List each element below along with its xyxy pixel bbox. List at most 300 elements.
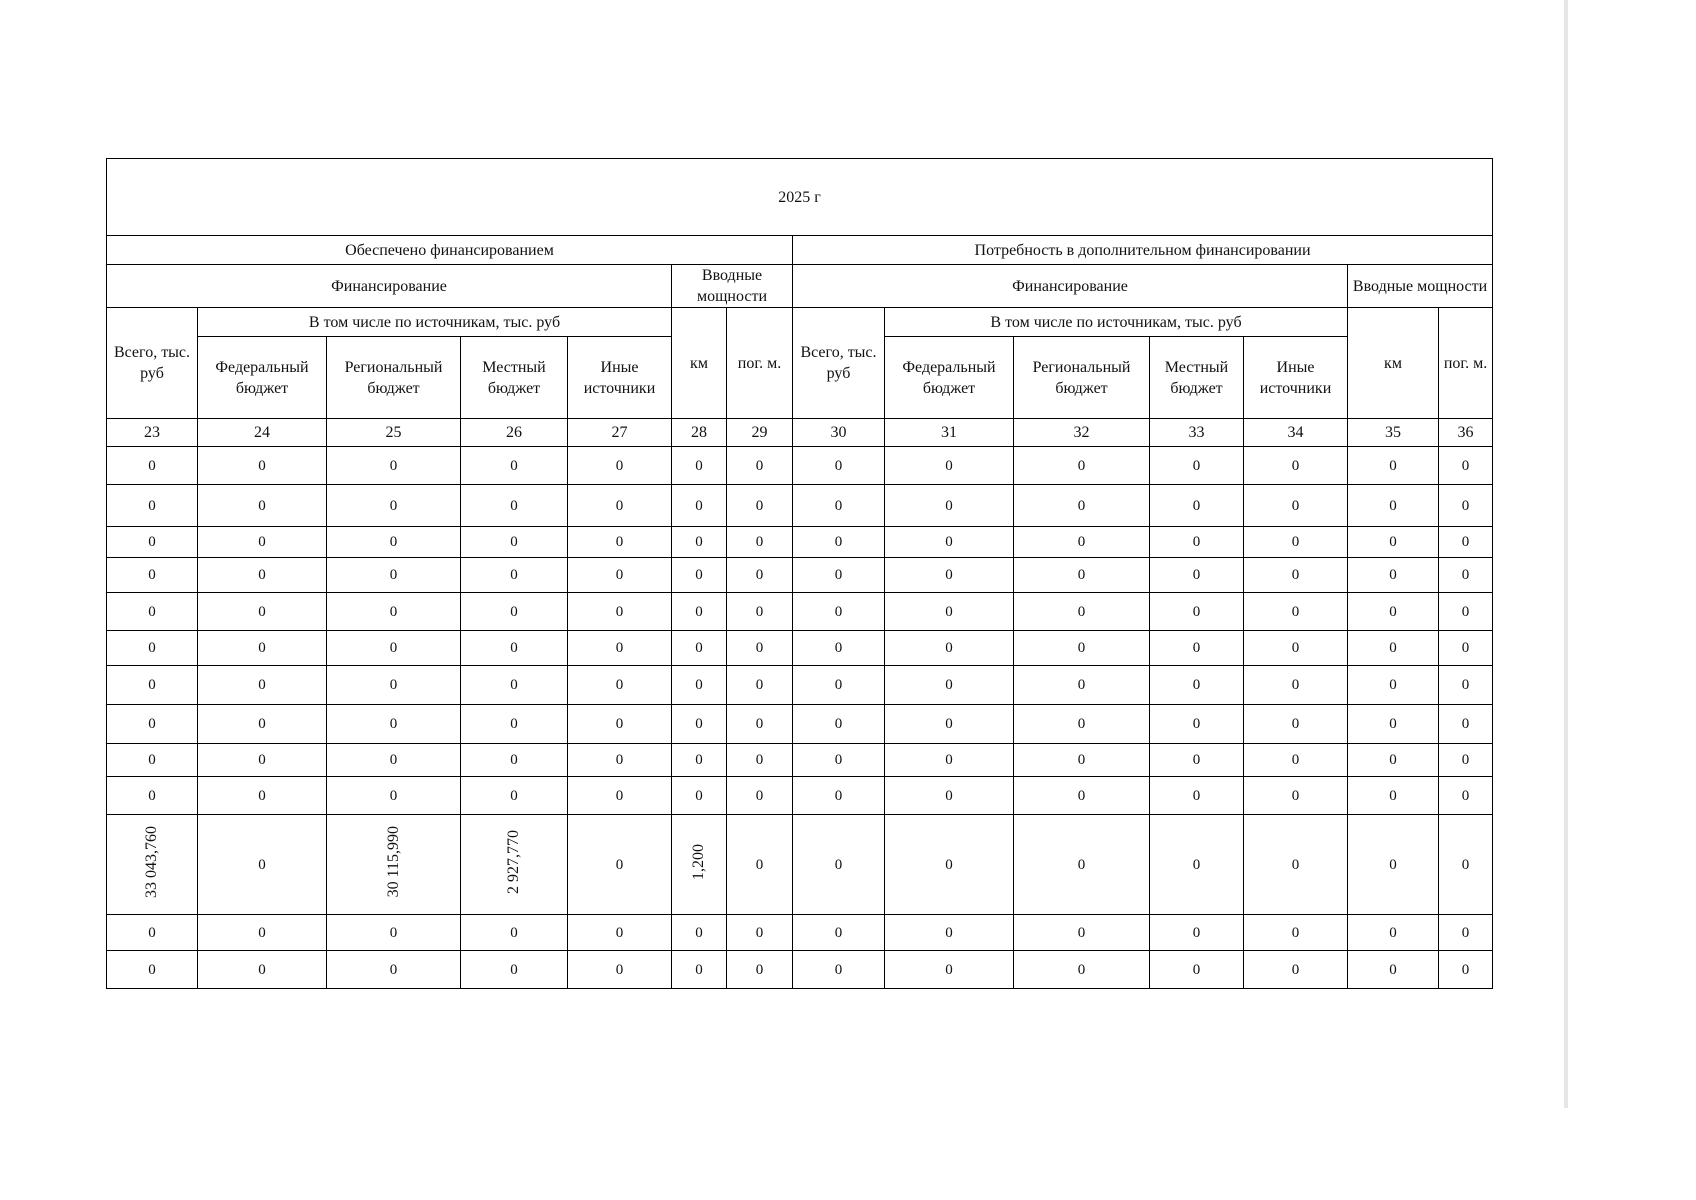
table-cell: [727, 744, 793, 777]
need-sources-header: В том числе по источникам, тыс. руб: [885, 308, 1348, 337]
table-cell: [885, 815, 1014, 915]
table-cell: [1439, 593, 1493, 631]
cell-value: 0: [510, 961, 518, 978]
table-cell: [198, 593, 327, 631]
table-cell: [672, 915, 727, 951]
cell-value: 0: [615, 924, 624, 941]
table-cell: [107, 951, 198, 989]
table-cell: [885, 777, 1014, 815]
table-cell: [1014, 666, 1150, 705]
table-cell: [885, 705, 1014, 744]
table-cell: [672, 744, 727, 777]
table-cell: [1439, 558, 1493, 593]
cell-value: 0: [615, 856, 624, 873]
cell-value: 0: [1077, 752, 1086, 768]
table-cell: [885, 447, 1014, 485]
table-cell: [107, 631, 198, 666]
cell-value: 0: [510, 640, 518, 656]
cell-value: 0: [1291, 640, 1300, 656]
need-total-header: Всего, тыс. руб: [793, 308, 885, 419]
cell-value: 0: [834, 677, 843, 693]
table-cell: [198, 705, 327, 744]
table-cell: [1348, 593, 1439, 631]
table-cell: [1244, 666, 1348, 705]
cell-value: 0: [834, 640, 843, 656]
table-cell: [672, 631, 727, 666]
cell-value: 0: [615, 457, 624, 474]
table-cell: [1439, 777, 1493, 815]
table-cell: [107, 593, 198, 631]
table-cell: [1439, 485, 1493, 527]
table-row: [107, 705, 1493, 744]
cell-value: 0: [695, 924, 703, 941]
cell-value: 0: [1389, 677, 1397, 693]
cell-value: 0: [1389, 787, 1397, 804]
cell-value: 0: [615, 961, 624, 978]
table-cell: [1244, 777, 1348, 815]
cell-value: 0: [510, 567, 518, 583]
cell-value: 33 043,760: [143, 825, 160, 898]
cell-value: 0: [1192, 924, 1201, 941]
cell-value: 0: [389, 457, 398, 474]
cell-value: 0: [695, 567, 703, 583]
need-km-header: км: [1348, 308, 1439, 419]
table-cell: [672, 705, 727, 744]
cell-value: 0: [615, 787, 624, 804]
table-cell: [461, 951, 568, 989]
table-cell: [793, 744, 885, 777]
cell-value: 0: [389, 640, 398, 656]
cell-value: 0: [1461, 924, 1470, 941]
table-cell: [793, 666, 885, 705]
cell-value: 0: [1077, 924, 1086, 941]
table-cell: [1439, 744, 1493, 777]
cell-value: 0: [945, 567, 953, 583]
cell-value: 0: [1192, 534, 1201, 550]
cell-value: 0: [1291, 961, 1300, 978]
cell-value: 0: [695, 787, 703, 804]
table-cell: [1244, 951, 1348, 989]
cell-value: 0: [1389, 640, 1397, 656]
cell-value: 0: [1389, 716, 1397, 732]
need-other-header: Иные источники: [1244, 337, 1348, 419]
table-cell: [107, 705, 198, 744]
table-cell: [1150, 558, 1244, 593]
table-cell: [1244, 485, 1348, 527]
table-cell: [1244, 705, 1348, 744]
table-cell: [1150, 705, 1244, 744]
cell-value: 0: [834, 534, 843, 550]
cell-value: 0: [1077, 603, 1086, 620]
table-cell: [1348, 666, 1439, 705]
table-cell: [1244, 593, 1348, 631]
table-cell: [1150, 666, 1244, 705]
cell-value: 0: [1291, 787, 1300, 804]
cell-value: 0: [755, 856, 764, 873]
cell-value: 0: [615, 716, 624, 732]
cell-value: 0: [1461, 497, 1470, 514]
table-cell: [1348, 915, 1439, 951]
table-cell: [1244, 915, 1348, 951]
cell-value: 0: [148, 752, 156, 768]
table-cell: [107, 447, 198, 485]
table-cell: [1439, 705, 1493, 744]
cell-value: 30 115,990: [384, 825, 402, 898]
table-cell: [793, 558, 885, 593]
table-cell: [1439, 666, 1493, 705]
table-cell: [198, 777, 327, 815]
table-cell: [672, 447, 727, 485]
table-cell: [198, 666, 327, 705]
cell-value: 0: [1389, 856, 1397, 873]
cell-value: 0: [510, 677, 518, 693]
cell-value: 0: [148, 497, 156, 514]
table-cell: [568, 705, 672, 744]
table-cell: [727, 527, 793, 558]
cell-value: 0: [1389, 603, 1397, 620]
cell-value: 0: [389, 534, 398, 550]
table-cell: [568, 951, 672, 989]
cell-value: 0: [615, 534, 624, 550]
table-cell: [793, 593, 885, 631]
table-cell: [1244, 631, 1348, 666]
cell-value: 0: [1461, 640, 1470, 656]
table-row: [107, 485, 1493, 527]
cell-value: 0: [148, 534, 156, 550]
financing-table: [106, 158, 1493, 989]
table-cell: [885, 485, 1014, 527]
cell-value: 0: [1461, 567, 1470, 583]
table-cell: [1244, 744, 1348, 777]
table-cell: [568, 744, 672, 777]
cell-value: 0: [1389, 534, 1397, 550]
table-cell: [885, 666, 1014, 705]
cell-value: 0: [389, 603, 398, 620]
cell-value: 0: [1192, 716, 1201, 732]
column-number-cell: 33: [1150, 419, 1244, 447]
cell-value: 0: [389, 787, 398, 804]
table-cell: [461, 915, 568, 951]
table-cell: [568, 558, 672, 593]
table-cell: [1244, 815, 1348, 915]
table-cell: [461, 705, 568, 744]
table-cell: [1150, 593, 1244, 631]
table-cell: [1244, 447, 1348, 485]
table-cell: [461, 777, 568, 815]
secured-total-header: Всего, тыс. руб: [107, 308, 198, 419]
column-number-cell: 34: [1244, 419, 1348, 447]
secured-other-header: Иные источники: [568, 337, 672, 419]
need-capacity-header: Вводные мощности: [1348, 265, 1493, 308]
table-cell: [1348, 558, 1439, 593]
table-cell: [1150, 815, 1244, 915]
cell-value: 0: [258, 677, 266, 693]
table-cell: [1348, 744, 1439, 777]
cell-value: 0: [945, 924, 953, 941]
table-cell: [1014, 744, 1150, 777]
cell-value: 0: [945, 856, 953, 873]
table-cell: [327, 485, 461, 527]
table-cell: [327, 631, 461, 666]
cell-value: 0: [834, 961, 843, 978]
cell-value: 0: [945, 457, 953, 474]
table-cell: [727, 666, 793, 705]
cell-value: 0: [615, 640, 624, 656]
cell-value: 0: [615, 497, 624, 514]
cell-value: 0: [834, 787, 843, 804]
table-cell: [1150, 485, 1244, 527]
column-number-cell: 32: [1014, 419, 1150, 447]
cell-value: 0: [510, 603, 518, 620]
table-cell: [672, 666, 727, 705]
table-cell: [793, 447, 885, 485]
cell-value: 0: [695, 961, 703, 978]
cell-value: 0: [148, 924, 156, 941]
table-row: [107, 558, 1493, 593]
cell-value: 0: [695, 716, 703, 732]
table-cell: [568, 593, 672, 631]
cell-value: 0: [1291, 752, 1300, 768]
column-number-cell: 30: [793, 419, 885, 447]
cell-value: 0: [389, 567, 398, 583]
cell-value: 0: [1291, 856, 1300, 873]
cell-value: 0: [755, 640, 764, 656]
secured-km-header: км: [672, 308, 727, 419]
cell-value: 0: [258, 497, 266, 514]
cell-value: 0: [755, 787, 764, 804]
cell-value: 0: [695, 457, 703, 474]
cell-value: 0: [1389, 457, 1397, 474]
cell-value: 0: [945, 603, 953, 620]
cell-value: 0: [510, 716, 518, 732]
cell-value: 0: [695, 677, 703, 693]
table-cell: [885, 593, 1014, 631]
cell-value: 0: [834, 716, 843, 732]
table-cell: [568, 777, 672, 815]
column-number-cell: 28: [672, 419, 727, 447]
cell-value: 0: [615, 752, 624, 768]
cell-value: 0: [755, 457, 764, 474]
cell-value: 0: [1461, 716, 1470, 732]
cell-value: 0: [1192, 856, 1201, 873]
cell-value: 0: [1077, 787, 1086, 804]
table-cell: [672, 815, 727, 915]
table-cell: [1439, 447, 1493, 485]
table-cell: [568, 447, 672, 485]
cell-value: 0: [695, 603, 703, 620]
table-cell: [1014, 951, 1150, 989]
table-cell: [327, 744, 461, 777]
column-number-cell: 29: [727, 419, 793, 447]
cell-value: 0: [695, 640, 703, 656]
column-number-cell: 35: [1348, 419, 1439, 447]
cell-value: 0: [1389, 924, 1397, 941]
table-cell: [568, 527, 672, 558]
table-cell: [568, 915, 672, 951]
cell-value: 0: [510, 787, 518, 804]
table-cell: [672, 558, 727, 593]
cell-value: 0: [389, 677, 398, 693]
cell-value: 0: [258, 603, 266, 620]
cell-value: 0: [615, 677, 624, 693]
cell-value: 0: [1192, 677, 1201, 693]
table-cell: [461, 447, 568, 485]
table-row: [107, 915, 1493, 951]
cell-value: 0: [945, 961, 953, 978]
secured-group-header: Обеспечено финансированием: [107, 236, 793, 265]
cell-value: 0: [510, 497, 518, 514]
table-cell: [198, 527, 327, 558]
cell-value: 0: [834, 603, 843, 620]
cell-value: 0: [1077, 567, 1086, 583]
table-cell: [327, 815, 461, 915]
table-cell: [1014, 485, 1150, 527]
cell-value: 0: [258, 752, 266, 768]
table-cell: [461, 666, 568, 705]
table-cell: [1014, 593, 1150, 631]
table-cell: [1014, 631, 1150, 666]
secured-sources-header: В том числе по источникам, тыс. руб: [198, 308, 672, 337]
table-cell: [727, 951, 793, 989]
cell-value: 1,200: [690, 843, 707, 880]
table-cell: [327, 558, 461, 593]
table-cell: [1348, 527, 1439, 558]
table-cell: [1150, 447, 1244, 485]
table-cell: [107, 527, 198, 558]
cell-value: 0: [945, 640, 953, 656]
cell-value: 0: [258, 567, 266, 583]
table-cell: [1439, 951, 1493, 989]
column-numbers-section: [107, 419, 1493, 447]
table-cell: [568, 666, 672, 705]
table-cell: [461, 485, 568, 527]
cell-value: 0: [1192, 603, 1201, 620]
table-cell: [727, 485, 793, 527]
table-cell: [1244, 558, 1348, 593]
secured-capacity-header: Вводные мощности: [672, 265, 793, 308]
table-cell: [107, 485, 198, 527]
table-cell: [327, 951, 461, 989]
cell-value: 0: [755, 961, 764, 978]
table-cell: [1348, 815, 1439, 915]
cell-value: 0: [1077, 534, 1086, 550]
table-cell: [1150, 915, 1244, 951]
cell-value: 0: [258, 716, 266, 732]
table-cell: [885, 631, 1014, 666]
cell-value: 0: [755, 716, 764, 732]
secured-regional-header: Региональный бюджет: [327, 337, 461, 419]
table-cell: [107, 815, 198, 915]
table-row: [107, 527, 1493, 558]
need-regional-header: Региональный бюджет: [1014, 337, 1150, 419]
table-cell: [568, 485, 672, 527]
cell-value: 0: [148, 603, 156, 620]
table-cell: [885, 527, 1014, 558]
table-cell: [1348, 705, 1439, 744]
cell-value: 0: [755, 603, 764, 620]
cell-value: 0: [1192, 787, 1201, 804]
cell-value: 0: [615, 603, 624, 620]
table-cell: [461, 815, 568, 915]
cell-value: 0: [1077, 497, 1086, 514]
column-number-cell: 36: [1439, 419, 1493, 447]
table-row: [107, 815, 1493, 915]
cell-value: 0: [834, 856, 843, 873]
table-cell: [107, 558, 198, 593]
cell-value: 0: [389, 716, 398, 732]
cell-value: 0: [1291, 457, 1300, 474]
table-cell: [793, 777, 885, 815]
cell-value: 0: [1077, 640, 1086, 656]
table-cell: [327, 705, 461, 744]
table-cell: [672, 485, 727, 527]
table-cell: [107, 915, 198, 951]
cell-value: 0: [258, 534, 266, 550]
table-cell: [461, 527, 568, 558]
table-cell: [1439, 527, 1493, 558]
cell-value: 0: [1461, 457, 1470, 474]
column-number-cell: 27: [568, 419, 672, 447]
cell-value: 0: [1192, 497, 1201, 514]
cell-value: 0: [834, 752, 843, 768]
cell-value: 0: [389, 752, 398, 768]
cell-value: 0: [258, 924, 266, 941]
table-cell: [1439, 815, 1493, 915]
table-cell: [885, 951, 1014, 989]
table-cell: [461, 558, 568, 593]
cell-value: 0: [258, 787, 266, 804]
table-row: [107, 447, 1493, 485]
table-cell: [793, 527, 885, 558]
cell-value: 0: [148, 567, 156, 583]
cell-value: 0: [755, 924, 764, 941]
table-cell: [1014, 447, 1150, 485]
table-cell: [198, 485, 327, 527]
need-group-header: Потребность в дополнительном финансировании: [793, 236, 1493, 265]
cell-value: 0: [1192, 961, 1201, 978]
cell-value: 0: [389, 497, 398, 514]
cell-value: 0: [1192, 752, 1201, 768]
cell-value: 0: [148, 961, 156, 978]
table-cell: [672, 593, 727, 631]
table-cell: [198, 951, 327, 989]
table-cell: [1348, 447, 1439, 485]
secured-local-header: Местный бюджет: [461, 337, 568, 419]
table-cell: [107, 777, 198, 815]
cell-value: 0: [148, 677, 156, 693]
table-cell: [885, 744, 1014, 777]
table-cell: [793, 951, 885, 989]
cell-value: 0: [834, 497, 843, 514]
year-title: 2025 г: [107, 159, 1493, 236]
cell-value: 0: [834, 567, 843, 583]
cell-value: 0: [695, 534, 703, 550]
cell-value: 0: [1291, 567, 1300, 583]
secured-financing-header: Финансирование: [107, 265, 672, 308]
cell-value: 0: [1461, 534, 1470, 550]
table-cell: [1150, 744, 1244, 777]
secured-pog-m-header: пог. м.: [727, 308, 793, 419]
cell-value: 0: [1192, 640, 1201, 656]
cell-value: 0: [389, 961, 398, 978]
cell-value: 0: [834, 457, 843, 474]
table-cell: [1014, 815, 1150, 915]
cell-value: 0: [1461, 961, 1470, 978]
cell-value: 0: [1291, 534, 1300, 550]
cell-value: 0: [258, 961, 266, 978]
cell-value: 0: [510, 924, 518, 941]
data-rows-section: [107, 447, 1493, 989]
